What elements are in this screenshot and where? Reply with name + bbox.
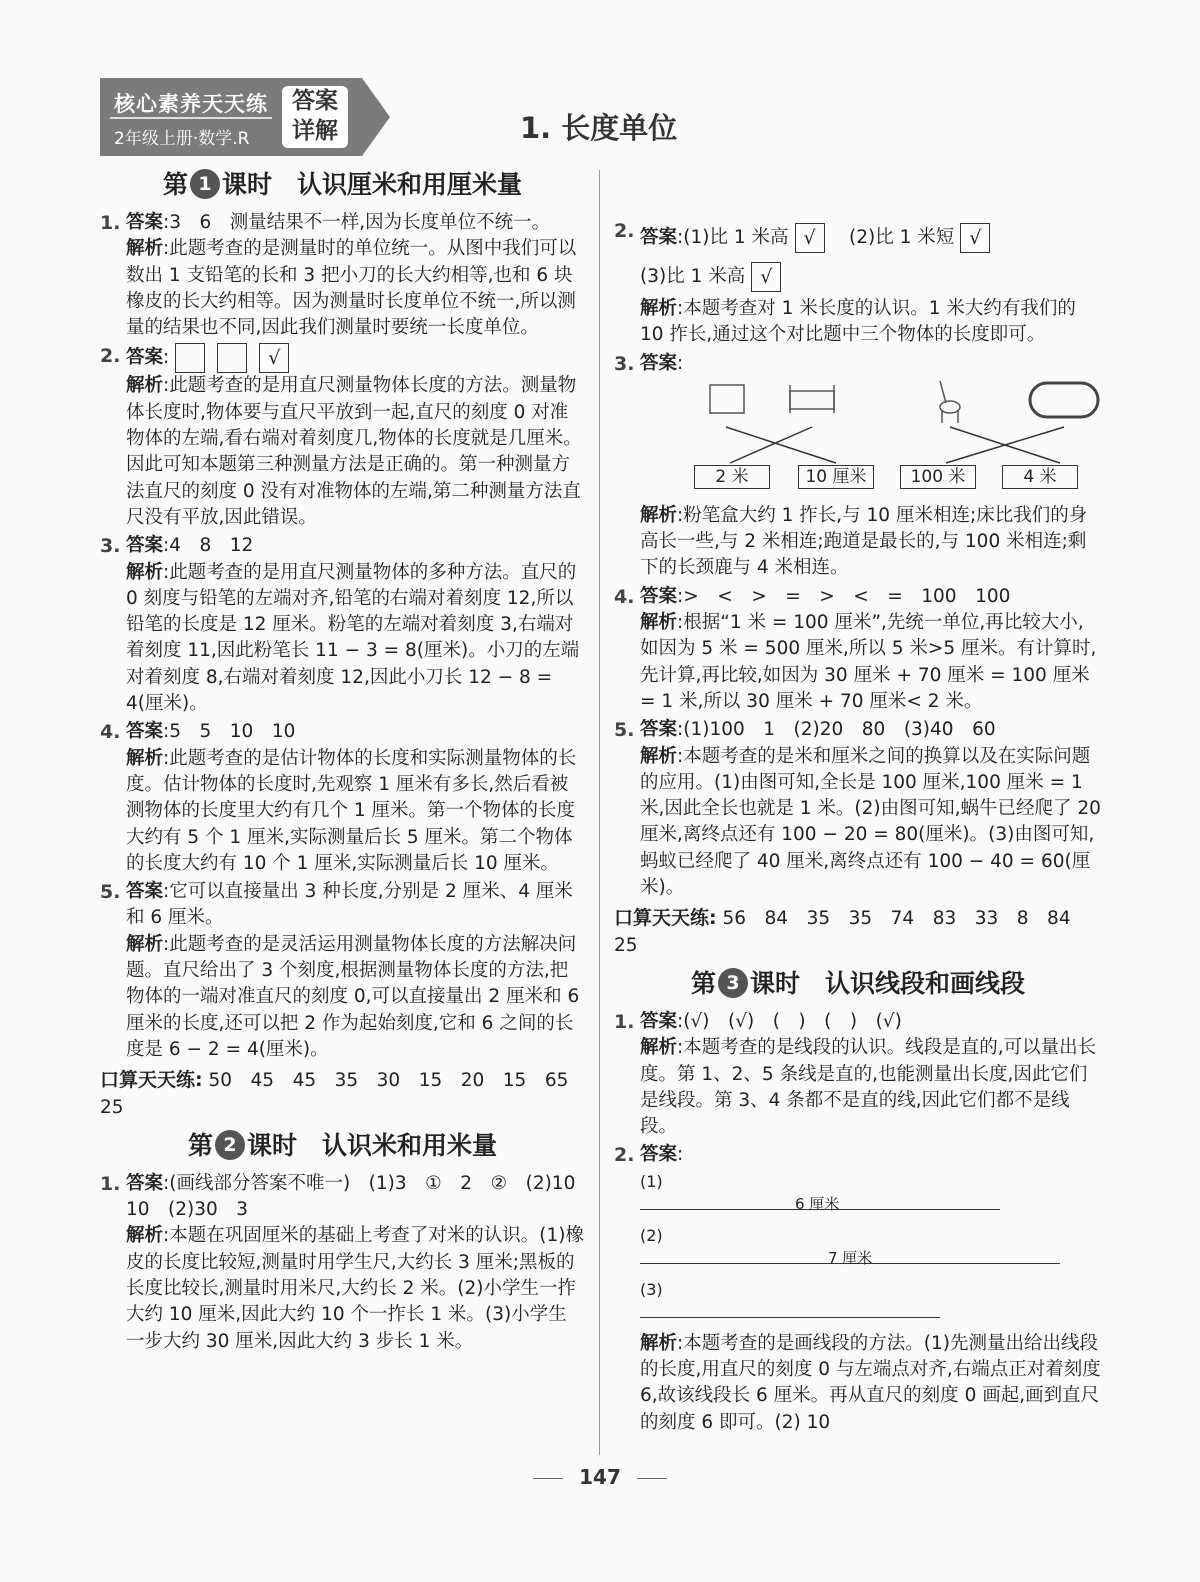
giraffe-icon	[940, 381, 960, 423]
answer-box-checked: √	[795, 223, 825, 253]
bed-icon	[790, 385, 834, 413]
answer-box-empty	[217, 343, 247, 373]
answer-box-empty	[175, 343, 205, 373]
chapter-title: 1. 长度单位	[520, 111, 678, 145]
l1-question-2: 2. 答案: √ 解析:此题考查的是用直尺测量物体长度的方法。测量物体长度时,物体要与直尺平放到一起,直尺的刻度 0 对准物体的左端,看右端对着刻度几,物体的长度就是几厘米。因此可知本题第三种测量方法是正确的。第一种测量方法直尺的刻度 0 没有对准物体的左端,第二种测量方法直尺没有平放,因此错误。	[100, 345, 582, 528]
segment-line	[640, 1317, 940, 1318]
column-divider	[599, 170, 600, 1455]
l2-question-3: 3. 答案: 2 米 10 厘米 100 米 4 米 解析:粉笔盒大约 1 拃长,与 10 厘米相连;床比我们的身高长一些,与 2 米相连;跑道是最长的,与 100 米相连;剩下的长颈鹿与 4 米相连。	[614, 351, 1102, 582]
lesson-number-badge: 3	[718, 968, 748, 998]
l1-question-5: 5. 答案:它可以直接量出 3 种长度,分别是 2 厘米、4 厘米和 6 厘米。 解析:此题考查的是灵活运用测量物体长度的方法解决问题。直尺给出了 3 个刻度,根据测量物体长度的方法,把物体的一端对准直尺的刻度 0,可以直接量出 2 厘米和 6 厘米的长度,还可以把 2 作为起始刻度,它和 6 之间的长度是 6 − 2 = 4(厘米)。	[100, 881, 580, 1060]
right-column	[614, 160, 1102, 1438]
segment-3: (3)	[640, 1277, 1102, 1331]
lesson-number-badge: 2	[215, 1130, 245, 1160]
answer-box-checked: √	[259, 343, 289, 373]
l3-question-1: 1. 答案:(√) (√) ( ) ( ) (√) 解析:本题考查的是线段的认识。线段是直的,可以量出长度。第 1、2、5 条线是直的,也能测量出长度,因此它们是线段。第 3、4 条都不是直的线,因此它们都不是线段。	[614, 1010, 1097, 1138]
l2-question-1: 1. 答案:(画线部分答案不唯一) (1)3 ① 2 ② (2)10 10 (2)30 3 解析:本题在巩固厘米的基础上考查了对米的认识。(1)橡皮的长度比较短,测量时用学生尺,大约长 3 厘米;黑板的长度比较长,测量时用米尺,大约长 2 米。(2)小学生一拃大约 10 厘米,因此大约 10 个一拃长 1 米。(3)小学生一步大约 30 厘米,因此大约 3 步长 1 米。	[100, 1172, 594, 1352]
l2-question-5: 5. 答案:(1)100 1 (2)20 80 (3)40 60 解析:本题考查的是米和厘米之间的换算以及在实际问题的应用。(1)由图可知,全长是 100 厘米,100 厘米 = 1 米,因此全长也就是 1 米。(2)由图可知,蜗牛已经爬了 20 厘米,离终点还有 100 − 20 = 80(厘米)。(3)由图可知,蚂蚁已经爬了 40 厘米,离终点还有 100 − 40 = 60(厘米)。	[614, 719, 1101, 899]
answer-box-checked: √	[751, 262, 781, 292]
lesson-2-heading: 第 2 课时 认识米和用米量	[187, 1130, 498, 1160]
matching-diagram	[640, 377, 1102, 499]
chalk-box-icon	[710, 385, 744, 413]
l2-question-2: 2. 答案:(1)比 1 米高 √ (2)比 1 米短 √ (3)比 1 米高 √ 解析:本题考查对 1 米长度的认识。1 米大约有我们的 10 拃长,通过这个对比题中三个物体的长度即可。	[614, 220, 1076, 346]
answer-detail-tag: 答案 详解	[282, 86, 348, 148]
series-subtitle: 2年级上册·数学.R	[114, 129, 250, 149]
l2-question-4: 4. 答案:> < > = > < = 100 100 解析:根据“1 米 = 100 厘米”,先统一单位,再比较大小,如因为 5 米 = 500 厘米,所以 5 米>5 厘米。有计算时,先计算,再比较,如因为 30 厘米 + 70 厘米 = 100 厘米 = 1 米,所以 30 厘米 + 70 厘米< 2 米。	[614, 585, 1097, 712]
lesson-number-badge: 1	[190, 169, 220, 199]
series-banner	[100, 78, 390, 156]
length-option-1: 2 米	[694, 465, 770, 489]
length-option-3: 100 米	[900, 465, 976, 489]
l1-question-1: 1. 答案:3 6 测量结果不一样,因为长度单位不统一。 解析:此题考查的是测量时的单位统一。从图中我们可以数出 1 支铅笔的长和 3 把小刀的长大约相等,也和 6 块橡皮的长大约相等。因为测量时长度单位不统一,所以测量的结果也不同,因此我们测量时要统一长度单位。	[100, 212, 577, 339]
series-title: 核心素养天天练	[114, 92, 268, 116]
l1-question-3: 3. 答案:4 8 12 解析:此题考查的是用直尺测量物体的多种方法。直尺的 0 刻度与铅笔的左端对齐,铅笔的右端对着刻度 12,所以铅笔的长度是 12 厘米。粉笔的左端对着刻度 3,右端对着刻度 11,因此粉笔长 11 − 3 = 8(厘米)。小刀的左端对着刻度 8,右端对着刻度 12,因此小刀长 12 − 8 = 4(厘米)。	[100, 535, 580, 715]
lesson-3-heading: 第 3 课时 认识线段和画线段	[690, 968, 1026, 998]
l1-oral-practice: 口算天天练: 50 45 45 35 30 15 20 15 65 25	[100, 1069, 587, 1118]
length-option-4: 4 米	[1002, 465, 1078, 489]
length-option-2: 10 厘米	[798, 465, 874, 489]
segment-1: (1) 6 厘米	[640, 1169, 1102, 1223]
answer-box-checked: √	[960, 223, 990, 253]
page-number: 147	[579, 1465, 621, 1489]
page-footer	[0, 1465, 1200, 1489]
l3-question-2: 2. 答案: (1) 6 厘米 (2) 7 厘米 (3) 解析:本题考查的是画线段的方法。(1)先测量出给出线段的长度,用直尺的刻度 0 与左端点对齐,右端点正对着刻度 6,故该线段长 6 厘米。再从直尺的刻度 0 画起,画到直尺的刻度 6 即可。(2) 10	[614, 1144, 1101, 1433]
left-column	[100, 160, 594, 1357]
running-track-icon	[1030, 383, 1098, 417]
l1-question-4: 4. 答案:5 5 10 10 解析:此题考查的是估计物体的长度和实际测量物体的长度。估计物体的长度时,先观察 1 厘米有多长,然后看被测物体的长度里大约有几个 1 厘米。第一个物体的长度大约有 5 个 1 厘米,实际测量后长 5 厘米。第二个物体的长度大约有 10 个 1 厘米,实际测量后长 10 厘米。	[100, 721, 577, 874]
l2-oral-practice: 口算天天练: 56 84 35 35 74 83 33 8 84 25	[614, 907, 1090, 956]
segment-2: (2) 7 厘米	[640, 1223, 1102, 1277]
lesson-1-heading: 第 1 课时 认识厘米和用厘米量	[162, 170, 523, 199]
